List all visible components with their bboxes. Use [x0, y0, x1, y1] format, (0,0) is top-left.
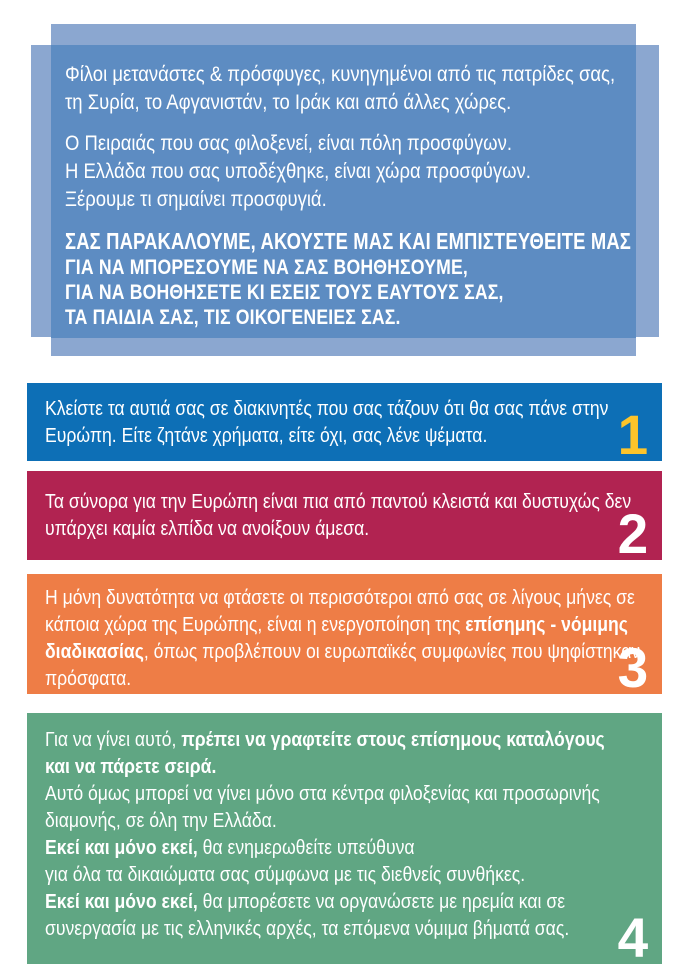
- step-2-text: [45, 489, 632, 543]
- text-line: [65, 227, 631, 255]
- step-block-4: [27, 713, 662, 970]
- text-segment: συνεργασία με τις ελληνικές αρχές, τα επόμενα νόμιμα βήματά σας.: [45, 918, 570, 940]
- hero-corner-cutout-top-right: [636, 24, 659, 45]
- text-segment-bold: Εκεί και μόνο εκεί,: [45, 891, 198, 913]
- text-segment: Αυτό όμως μπορεί να γίνει μόνο στα κέντρα φιλοξενίας και προσωρινής: [45, 783, 600, 805]
- text-segment-bold: ΓΙΑ ΝΑ ΒΟΗΘΗΣΕΤΕ ΚΙ ΕΣΕΙΣ ΤΟΥΣ ΕΑΥΤΟΥΣ ΣΑΣ,: [65, 281, 504, 304]
- text-line: [65, 186, 560, 214]
- text-line: [45, 423, 526, 450]
- text-segment: Ο Πειραιάς που σας φιλοξενεί, είναι πόλη προσφύγων.: [65, 132, 512, 155]
- text-segment: πρόσφατα.: [45, 668, 132, 690]
- hero-welcome-paragraph: [65, 130, 628, 214]
- text-line: [65, 255, 538, 280]
- text-segment: , όπως προβλέπουν οι ευρωπαϊκές συμφωνίες που ψηφίστηκαν: [143, 641, 641, 663]
- step-1-number: 1: [617, 403, 648, 467]
- text-segment: για όλα τα δικαιώματα σας σύμφωνα με τις διεθνείς συνθήκες.: [45, 864, 526, 886]
- text-segment-bold: ΤΑ ΠΑΙΔΙΑ ΣΑΣ, ΤΙΣ ΟΙΚΟΓΕΝΕΙΕΣ ΣΑΣ.: [65, 306, 401, 329]
- text-segment: θα ενημερωθείτε υπεύθυνα: [197, 837, 415, 859]
- text-segment: θα μπορέσετε να οργανώσετε με ηρεμία και σε: [197, 891, 566, 913]
- text-line: [45, 808, 526, 835]
- text-line: [45, 916, 570, 943]
- text-line: [65, 158, 560, 186]
- text-segment: τη Συρία, το Αφγανιστάν, το Ιράκ και από άλλες χώρες.: [65, 91, 512, 114]
- text-line: [45, 862, 526, 889]
- text-segment: Κλείστε τα αυτιά σας σε διακινητές που σας τάζουν ότι θα σας πάνε στην: [45, 398, 609, 420]
- text-segment: Ξέρουμε τι σημαίνει προσφυγιά.: [65, 188, 327, 211]
- step-block-2: [27, 471, 662, 566]
- text-line: [45, 781, 600, 808]
- hero-intro-paragraph: [65, 61, 628, 117]
- text-line: [45, 612, 628, 639]
- step-block-1: [27, 383, 662, 467]
- text-segment-bold: επίσημης - νόμιμης: [465, 614, 628, 636]
- step-4-number: 4: [617, 906, 648, 970]
- text-segment: υπάρχει καμία ελπίδα να ανοίξουν άμεσα.: [45, 518, 370, 540]
- hero-corner-cutout-top-left: [31, 24, 51, 45]
- text-segment: Φίλοι μετανάστες & πρόσφυγες, κυνηγημένοι από τις πατρίδες σας,: [65, 63, 616, 86]
- text-line: [45, 754, 526, 781]
- hero-appeal-subheading: [65, 255, 628, 330]
- text-segment: Ευρώπη. Είτε ζητάνε χρήματα, είτε όχι, σας λένε ψέματα.: [45, 425, 488, 447]
- step-3-number: 3: [617, 636, 648, 700]
- text-segment: Η μόνη δυνατότητα να φτάσετε οι περισσότεροι από σας σε λίγους μήνες σε: [45, 587, 635, 609]
- text-segment-bold: και να πάρετε σειρά.: [45, 756, 217, 778]
- hero-corner-cutout-bottom-left: [31, 337, 51, 356]
- text-line: [65, 130, 560, 158]
- step-4-text: [45, 727, 605, 943]
- text-line: [65, 61, 616, 89]
- text-segment: Τα σύνορα για την Ευρώπη είναι πια από παντού κλειστά και δυστυχώς δεν: [45, 491, 632, 513]
- text-segment-bold: ΓΙΑ ΝΑ ΜΠΟΡΕΣΟΥΜΕ ΝΑ ΣΑΣ ΒΟΗΘΗΣΟΥΜΕ,: [65, 256, 469, 279]
- step-1-text: [45, 396, 609, 450]
- text-line: [45, 835, 526, 862]
- text-segment-bold: πρέπει να γραφτείτε στους επίσημους καταλόγους: [181, 729, 605, 751]
- hero-front-panel: [51, 45, 636, 338]
- text-line: [45, 666, 526, 693]
- text-line: [45, 489, 632, 516]
- text-line: [45, 396, 609, 423]
- text-segment: διαμονής, σε όλη την Ελλάδα.: [45, 810, 277, 832]
- text-line: [45, 585, 635, 612]
- text-line: [65, 305, 538, 330]
- text-line: [45, 727, 605, 754]
- text-line: [65, 280, 538, 305]
- text-segment-bold: διαδικασίας: [45, 641, 144, 663]
- text-line: [45, 639, 641, 666]
- text-segment-bold: Εκεί και μόνο εκεί,: [45, 837, 198, 859]
- text-line: [45, 516, 526, 543]
- step-block-3: [27, 574, 662, 700]
- text-line: [65, 89, 560, 117]
- step-3-text: [45, 585, 641, 693]
- text-segment: Για να γίνει αυτό,: [45, 729, 182, 751]
- step-2-number: 2: [617, 502, 648, 566]
- hero-appeal-heading: [65, 227, 631, 255]
- text-segment-bold: ΣΑΣ ΠΑΡΑΚΑΛΟΥΜΕ, ΑΚΟΥΣΤΕ ΜΑΣ ΚΑΙ ΕΜΠΙΣΤΕΥΘΕΙΤΕ ΜΑΣ: [65, 228, 631, 254]
- hero-corner-cutout-bottom-right: [636, 337, 659, 356]
- text-line: [45, 889, 566, 916]
- text-segment: κάποια χώρα της Ευρώπης, είναι η ενεργοποίηση της: [45, 614, 466, 636]
- text-segment: Η Ελλάδα που σας υποδέχθηκε, είναι χώρα προσφύγων.: [65, 160, 531, 183]
